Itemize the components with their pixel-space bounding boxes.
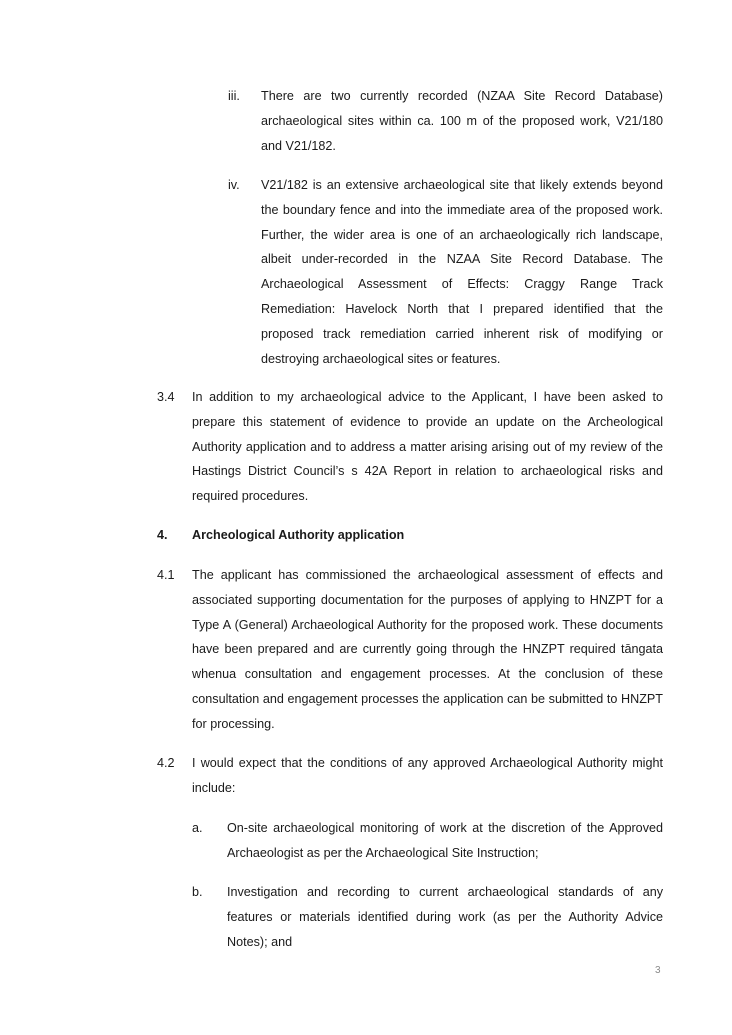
page-number: 3 bbox=[655, 965, 661, 976]
list-label-b: b. bbox=[192, 885, 203, 899]
list-item-a: On-site archaeological monitoring of work at the discretion of the Approved Archaeologist as per the Archaeological Site Instruction; bbox=[227, 821, 663, 860]
item-label-iv: iv. bbox=[228, 178, 240, 192]
list-item-b: Investigation and recording to current archaeological standards of any features or materials identified during work (as per the Authority Advice Notes); and bbox=[227, 885, 663, 949]
paragraph-3-4: In addition to my archaeological advice to the Applicant, I have been asked to prepare this statement of evidence to provide an update on the Archeological Authority application and to address a matter arising arising out of my review of the Hastings District Council’s s 42A Report in relation to archaeological risks and required procedures. bbox=[192, 390, 663, 504]
paragraph-number-4-2: 4.2 bbox=[157, 756, 175, 770]
paragraph-number-4-1: 4.1 bbox=[157, 568, 175, 582]
paragraph-4-2: I would expect that the conditions of any approved Archaeological Authority might include: bbox=[192, 756, 663, 795]
section-number-4: 4. bbox=[157, 528, 168, 542]
paragraph-4-1: The applicant has commissioned the archaeological assessment of effects and associated supporting documentation for the purposes of applying to HNZPT for a Type A (General) Archaeological Authority for the proposed work. These documents have been prepared and are currently going through the HNZPT required tāngata whenua consultation and engagement processes. At the conclusion of these consultation and engagement processes the application can be submitted to HNZPT for processing. bbox=[192, 568, 663, 731]
paragraph-number-3-4: 3.4 bbox=[157, 390, 175, 404]
list-label-a: a. bbox=[192, 821, 203, 835]
item-label-iii: iii. bbox=[228, 89, 240, 103]
item-text-iv: V21/182 is an extensive archaeological site that likely extends beyond the boundary fence and into the immediate area of the proposed work. Further, the wider area is one of an archaeologically rich landscape, albeit under-recorded in the NZAA Site Record Database. The Archaeological Assessment of Effects: Craggy Range Track Remediation: Havelock North that I prepared identified that the proposed track remediation carried inherent risk of modifying or destroying archaeological sites or features. bbox=[261, 178, 663, 366]
item-text-iii: There are two currently recorded (NZAA Site Record Database) archaeological sites within ca. 100 m of the proposed work, V21/180 and V21/182. bbox=[261, 89, 663, 153]
section-heading-4: Archeological Authority application bbox=[192, 528, 405, 542]
